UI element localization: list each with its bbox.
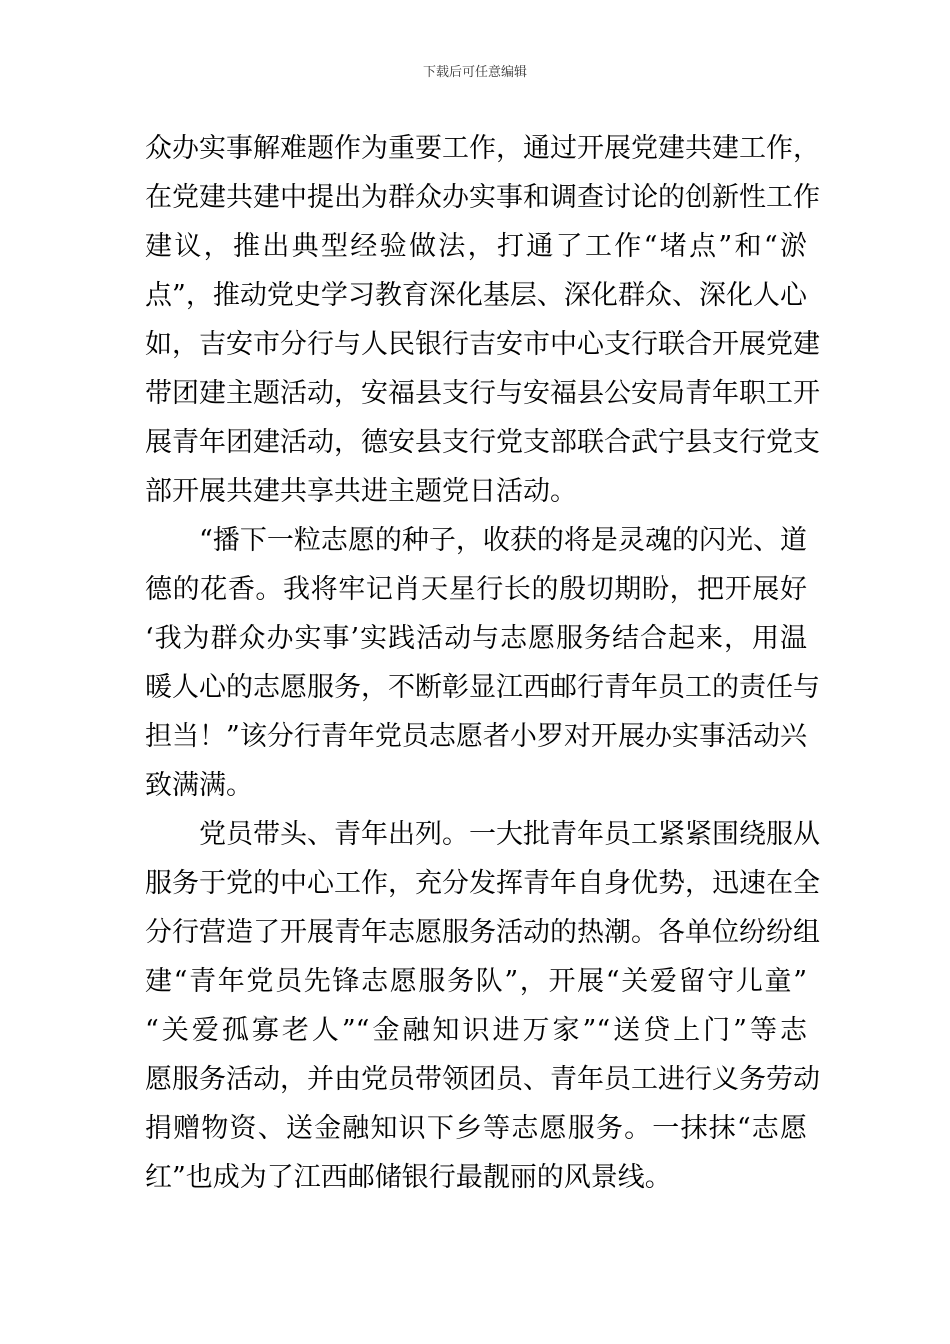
paragraph (145, 810, 820, 1202)
text-line: 众办实事解难题作为重要工作，通过开展党建共建工作， (145, 133, 820, 164)
text-line: 分行营造了开展青年志愿服务活动的热潮。各单位纷纷组 (145, 917, 820, 948)
document-body (145, 124, 820, 1202)
text-line: 展青年团建活动，德安县支行党支部联合武宁县支行党支 (145, 427, 820, 458)
text-line: 点”，推动党史学习教育深化基层、深化群众、深化人心 (145, 280, 807, 311)
paragraph (145, 516, 820, 810)
text-line: 捐赠物资、送金融知识下乡等志愿服务。一抹抹“志愿 (145, 1113, 807, 1144)
text-line: 在党建共建中提出为群众办实事和调查讨论的创新性工作 (145, 182, 820, 213)
text-line: 担当！”该分行青年党员志愿者小罗对开展办实事活动兴 (145, 721, 807, 752)
text-line: ‘我为群众办实事’实践活动与志愿服务结合起来，用温 (145, 623, 807, 654)
text-line: 德的花香。我将牢记肖天星行长的殷切期盼，把开展好 (145, 574, 807, 605)
page-header: 下载后可任意编辑 (422, 65, 527, 80)
text-line: 暖人心的志愿服务，不断彰显江西邮行青年员工的责任与 (145, 672, 820, 703)
paragraph (145, 124, 820, 516)
text-line: “关爱孤寡老人”“金融知识进万家”“送贷上门”等志 (145, 1015, 807, 1046)
text-line: 愿服务活动，并由党员带领团员、青年员工进行义务劳动 (145, 1064, 820, 1095)
text-line: 红”也成为了江西邮储银行最靓丽的风景线。 (145, 1162, 672, 1193)
text-line: 党员带头、青年出列。一大批青年员工紧紧围绕服从 (199, 819, 820, 850)
text-line: 建议，推出典型经验做法，打通了工作“堵点”和“淤 (145, 231, 807, 262)
text-line: 建“青年党员先锋志愿服务队”，开展“关爱留守儿童” (145, 966, 807, 997)
text-line: “播下一粒志愿的种子，收获的将是灵魂的闪光、道 (199, 525, 807, 556)
text-line: 致满满。 (145, 770, 253, 801)
text-line: 服务于党的中心工作，充分发挥青年自身优势，迅速在全 (145, 868, 820, 899)
text-line: 如，吉安市分行与人民银行吉安市中心支行联合开展党建 (145, 329, 820, 360)
text-line: 部开展共建共享共进主题党日活动。 (145, 476, 577, 507)
text-line: 带团建主题活动，安福县支行与安福县公安局青年职工开 (145, 378, 820, 409)
